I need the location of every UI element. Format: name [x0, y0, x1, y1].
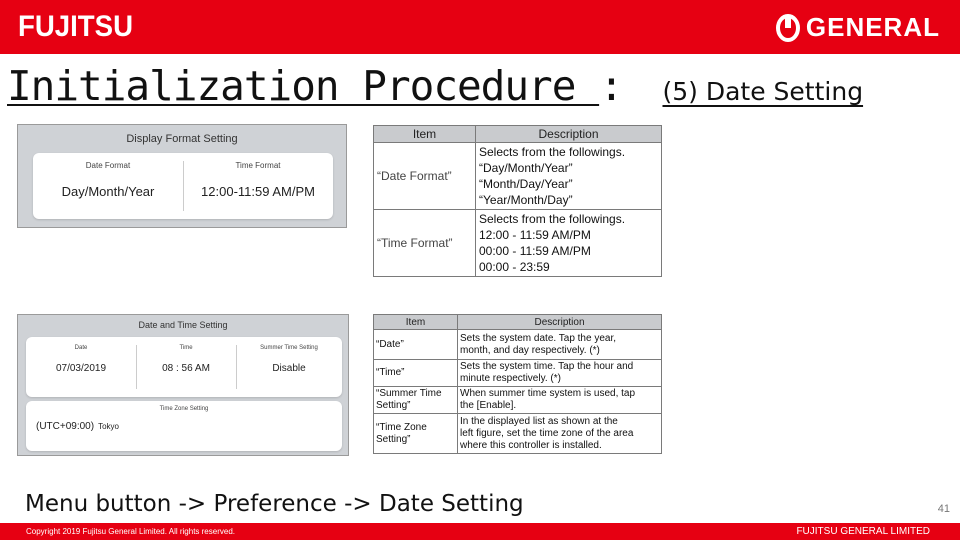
summer-time-field[interactable] — [236, 345, 342, 374]
description-line: the [Enable]. — [460, 400, 517, 411]
item-line: “Time Zone — [376, 421, 427, 433]
title-subtitle: (5) Date Setting — [662, 77, 864, 106]
date-format-field[interactable] — [33, 161, 183, 199]
table-header-description: Description — [458, 315, 662, 330]
time-zone-city: Tokyo — [98, 422, 119, 431]
title-colon: : — [599, 62, 649, 110]
description-line: Sets the system time. Tap the hour and — [460, 361, 634, 372]
description-line: “Month/Day/Year” — [479, 177, 573, 191]
display-format-title: Display Format Setting — [126, 133, 238, 145]
table-cell-description — [458, 414, 662, 454]
date-time-card — [26, 337, 342, 397]
description-line: Selects from the followings. — [479, 212, 626, 226]
date-time-title: Date and Time Setting — [138, 320, 228, 330]
table-header-item: Item — [374, 315, 458, 330]
time-format-label: Time Format — [235, 161, 281, 170]
title-main: Initialization Procedure — [7, 62, 600, 110]
table-cell-item — [374, 387, 458, 414]
display-format-table — [373, 125, 662, 277]
date-time-panel — [17, 314, 349, 456]
date-label: Date — [74, 345, 88, 351]
time-zone-label: Time Zone Setting — [159, 406, 209, 412]
table-cell-description — [476, 210, 662, 277]
header-bar — [0, 0, 960, 54]
description-line: 12:00 - 11:59 AM/PM — [479, 228, 591, 242]
table-row — [374, 414, 662, 454]
general-logo-text: GENERAL — [805, 12, 940, 42]
menu-path-text: Menu button -> Preference -> Date Setting — [25, 491, 524, 517]
time-format-field[interactable] — [183, 161, 333, 199]
general-logo — [776, 12, 940, 43]
time-zone-offset: (UTC+09:00) — [36, 421, 95, 432]
date-format-label: Date Format — [85, 161, 131, 170]
summer-time-label: Summer Time Setting — [260, 345, 318, 351]
page-title — [7, 62, 863, 110]
table-cell-item: “Time Format” — [374, 210, 476, 277]
description-line: left figure, set the time zone of the area — [460, 427, 634, 439]
table-cell-item: “Time” — [374, 360, 458, 387]
date-value: 07/03/2019 — [55, 363, 107, 374]
table-cell-item: “Date” — [374, 330, 458, 360]
date-format-value: Day/Month/Year — [61, 184, 155, 199]
description-line: “Year/Month/Day” — [479, 193, 573, 207]
table-header-item: Item — [374, 126, 476, 143]
table-header-description: Description — [476, 126, 662, 143]
fujitsu-logo: FUJITSU — [18, 10, 134, 43]
footer-bar — [0, 523, 960, 540]
time-format-value: 12:00-11:59 AM/PM — [201, 184, 315, 199]
description-line: month, and day respectively. (*) — [460, 344, 600, 356]
table-cell-description — [458, 387, 662, 414]
time-zone-card[interactable] — [26, 401, 342, 451]
item-line: Setting” — [376, 400, 411, 411]
item-line: Setting” — [376, 433, 411, 445]
table-cell-description — [458, 330, 662, 360]
description-line: 00:00 - 23:59 — [479, 260, 550, 274]
description-line: “Day/Month/Year” — [479, 161, 573, 175]
description-line: minute respectively. (*) — [460, 373, 561, 384]
table-cell-item — [374, 414, 458, 454]
table-row — [374, 387, 662, 414]
description-line: In the displayed list as shown at the — [460, 415, 618, 427]
time-field[interactable] — [136, 345, 236, 374]
item-line: “Summer Time — [376, 388, 442, 399]
general-logo-mark-icon — [776, 14, 800, 42]
copyright-text: Copyright 2019 Fujitsu General Limited. All rights reserved. — [26, 527, 235, 536]
time-label: Time — [179, 345, 193, 351]
description-line: Sets the system date. Tap the year, — [460, 332, 617, 344]
date-field[interactable] — [26, 345, 136, 374]
table-row — [374, 330, 662, 360]
description-line: 00:00 - 11:59 AM/PM — [479, 244, 591, 258]
page-number: 41 — [937, 503, 950, 515]
summer-time-value: Disable — [272, 363, 306, 374]
table-row — [374, 143, 662, 210]
table-row — [374, 210, 662, 277]
description-line: where this controller is installed. — [460, 439, 602, 451]
display-format-card — [33, 153, 333, 219]
table-cell-item: “Date Format” — [374, 143, 476, 210]
table-cell-description — [476, 143, 662, 210]
display-format-panel — [17, 124, 347, 228]
table-cell-description — [458, 360, 662, 387]
table-row — [374, 360, 662, 387]
description-line: Selects from the followings. — [479, 145, 626, 159]
time-zone-value — [36, 421, 119, 432]
company-name: FUJITSU GENERAL LIMITED — [796, 526, 930, 537]
description-line: When summer time system is used, tap — [460, 388, 636, 399]
date-time-table — [373, 314, 662, 454]
time-value: 08 : 56 AM — [162, 363, 210, 374]
